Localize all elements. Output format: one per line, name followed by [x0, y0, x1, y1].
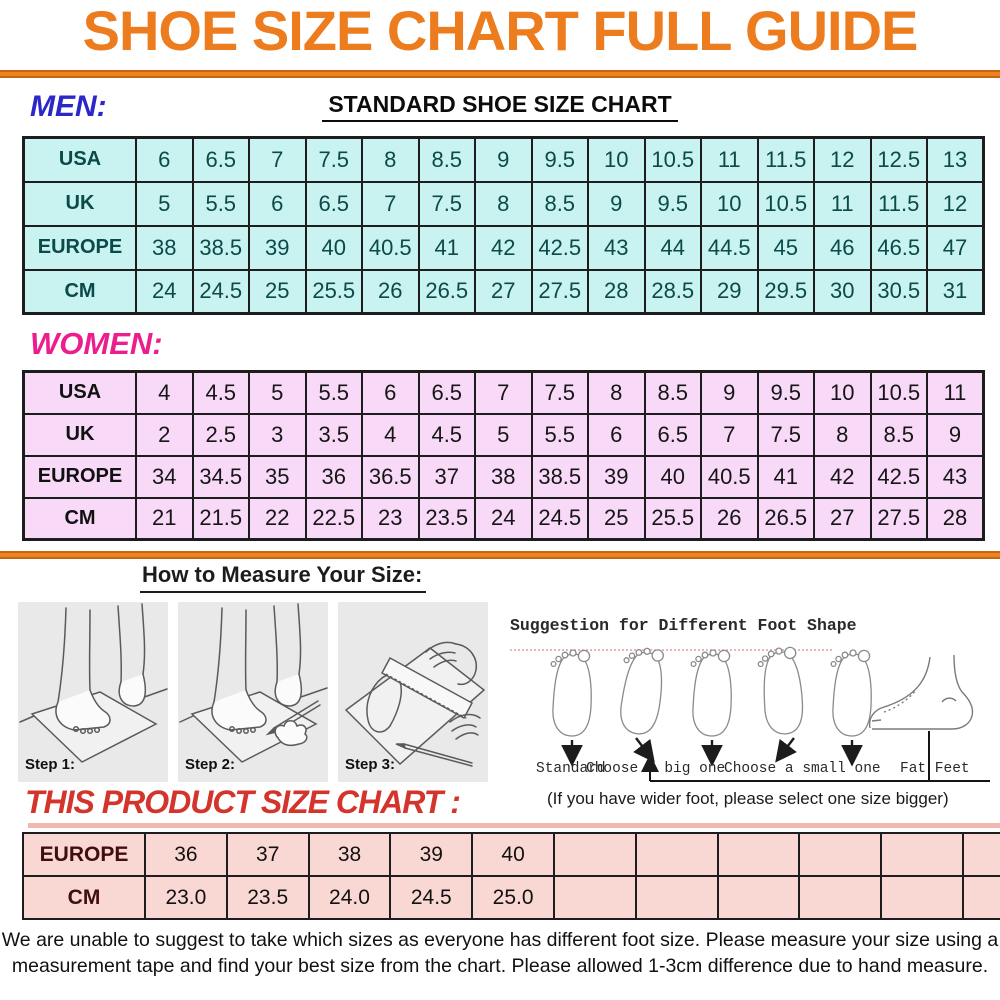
foot-outline-standard: [551, 650, 591, 736]
size-cell: 34.5: [193, 456, 250, 498]
table-row: [24, 138, 984, 182]
table-row: [23, 833, 1000, 876]
size-cell: 11: [927, 372, 984, 414]
size-cell: [718, 876, 800, 919]
size-cell: 42.5: [871, 456, 928, 498]
women-size-table: [22, 370, 985, 541]
size-cell: 25: [588, 498, 645, 540]
size-cell: 43: [588, 226, 645, 270]
size-cell: 9: [475, 138, 532, 182]
size-cell: 46.5: [871, 226, 928, 270]
size-cell: 2.5: [193, 414, 250, 456]
size-cell: 36: [145, 833, 227, 876]
size-cell: 4.5: [193, 372, 250, 414]
size-cell: 9: [701, 372, 758, 414]
footer-line-1: We are unable to suggest to take which sizes as everyone has different foot size. Please measure your size using a: [1, 929, 999, 951]
size-cell: 37: [227, 833, 309, 876]
size-cell: 40: [472, 833, 554, 876]
size-cell: 39: [390, 833, 472, 876]
size-cell: 8: [814, 414, 871, 456]
size-cell: [881, 833, 963, 876]
size-cell: 39: [249, 226, 306, 270]
size-cell: 8.5: [871, 414, 928, 456]
size-cell: [554, 876, 636, 919]
size-cell: 46: [814, 226, 871, 270]
size-cell: 27.5: [532, 270, 589, 314]
table-row: [24, 456, 984, 498]
size-cell: 21: [136, 498, 193, 540]
measure-step-2-illustration: [178, 602, 328, 782]
size-cell: 41: [419, 226, 476, 270]
size-cell: 10: [588, 138, 645, 182]
size-cell: 6.5: [419, 372, 476, 414]
size-cell: 42: [475, 226, 532, 270]
size-cell: 27.5: [871, 498, 928, 540]
size-cell: 6: [249, 182, 306, 226]
size-cell: 23.5: [419, 498, 476, 540]
page-title: SHOE SIZE CHART FULL GUIDE: [82, 0, 918, 62]
size-cell: 25.0: [472, 876, 554, 919]
size-cell: [636, 833, 718, 876]
size-cell: 21.5: [193, 498, 250, 540]
label-fat-feet: Fat Feet: [900, 761, 970, 777]
size-cell: 26.5: [758, 498, 815, 540]
size-cell: 6: [362, 372, 419, 414]
row-header: USA: [24, 138, 137, 182]
size-cell: 12: [814, 138, 871, 182]
size-cell: [636, 876, 718, 919]
table-row: [24, 372, 984, 414]
foot-shape-suggestion-illustration: [502, 600, 994, 797]
measure-step-1-illustration: [18, 602, 168, 782]
size-cell: 40.5: [362, 226, 419, 270]
row-header: CM: [23, 876, 145, 919]
label-standard: Standard: [536, 761, 606, 777]
size-cell: 25.5: [645, 498, 702, 540]
row-header: EUROPE: [24, 226, 137, 270]
size-cell: 31: [927, 270, 984, 314]
size-cell: 12: [927, 182, 984, 226]
size-cell: 24: [136, 270, 193, 314]
row-header: CM: [24, 498, 137, 540]
size-cell: 42: [814, 456, 871, 498]
size-cell: 24.5: [532, 498, 589, 540]
size-cell: 5.5: [532, 414, 589, 456]
size-cell: 7.5: [532, 372, 589, 414]
size-cell: 4: [136, 372, 193, 414]
size-cell: 38: [309, 833, 391, 876]
size-cell: 7: [249, 138, 306, 182]
row-header: USA: [24, 372, 137, 414]
size-cell: 7.5: [419, 182, 476, 226]
size-cell: 10: [701, 182, 758, 226]
fat-foot-side-view: [870, 655, 973, 729]
size-cell: 5: [475, 414, 532, 456]
foot-outline-big-2: [691, 650, 731, 736]
size-cell: 5.5: [193, 182, 250, 226]
size-cell: 11.5: [871, 182, 928, 226]
size-cell: 8: [588, 372, 645, 414]
middle-divider: [0, 551, 1000, 559]
foot-outline-big-1: [617, 646, 666, 736]
measure-step-2-panel: [178, 602, 328, 782]
size-cell: 8.5: [419, 138, 476, 182]
size-cell: 24.0: [309, 876, 391, 919]
size-cell: 38.5: [193, 226, 250, 270]
size-cell: 25.5: [306, 270, 363, 314]
measure-title-wrap: [140, 562, 426, 593]
measure-step-3-panel: [338, 602, 488, 782]
size-cell: 23.0: [145, 876, 227, 919]
size-cell: 28.5: [645, 270, 702, 314]
size-cell: 10.5: [758, 182, 815, 226]
size-cell: 10: [814, 372, 871, 414]
table-row: [23, 876, 1000, 919]
row-header: UK: [24, 414, 137, 456]
table-row: [24, 270, 984, 314]
size-cell: 35: [249, 456, 306, 498]
size-cell: 10.5: [645, 138, 702, 182]
women-section-label: WOMEN:: [30, 326, 163, 361]
footer-line-2: measurement tape and find your best size from the chart. Please allowed 1-3cm difference due to hand measure.: [11, 955, 989, 977]
size-cell: 34: [136, 456, 193, 498]
size-cell: 28: [588, 270, 645, 314]
size-cell: 41: [758, 456, 815, 498]
measure-step-3-illustration: [338, 602, 488, 782]
size-cell: 12.5: [871, 138, 928, 182]
size-cell: 23.5: [227, 876, 309, 919]
size-cell: 5: [136, 182, 193, 226]
product-size-chart-heading: THIS PRODUCT SIZE CHART :: [25, 784, 460, 820]
size-cell: 3: [249, 414, 306, 456]
footer-disclaimer: [0, 927, 1000, 979]
size-cell: 24.5: [390, 876, 472, 919]
size-cell: 38: [136, 226, 193, 270]
size-cell: 6: [136, 138, 193, 182]
size-cell: 11.5: [758, 138, 815, 182]
size-cell: 27: [475, 270, 532, 314]
size-cell: 3.5: [306, 414, 363, 456]
row-header: CM: [24, 270, 137, 314]
size-cell: 6.5: [306, 182, 363, 226]
measure-section-title: How to Measure Your Size:: [140, 562, 426, 593]
size-cell: 6.5: [645, 414, 702, 456]
measure-step-1-panel: [18, 602, 168, 782]
size-cell: [963, 876, 1000, 919]
size-cell: 26.5: [419, 270, 476, 314]
size-cell: 7: [701, 414, 758, 456]
size-cell: 6.5: [193, 138, 250, 182]
size-cell: 44: [645, 226, 702, 270]
step-1-label: Step 1:: [25, 756, 76, 773]
size-cell: 29.5: [758, 270, 815, 314]
size-cell: 39: [588, 456, 645, 498]
size-cell: 47: [927, 226, 984, 270]
choice-arrows: [572, 738, 852, 757]
size-cell: 42.5: [532, 226, 589, 270]
table-row: [24, 226, 984, 270]
product-size-table: [22, 832, 1000, 920]
size-cell: 8: [475, 182, 532, 226]
size-cell: 7: [475, 372, 532, 414]
standard-chart-title-wrap: [0, 91, 1000, 122]
size-cell: 27: [814, 498, 871, 540]
size-cell: 23: [362, 498, 419, 540]
foot-outline-small-1: [757, 646, 806, 736]
size-cell: 9: [927, 414, 984, 456]
row-header: UK: [24, 182, 137, 226]
size-cell: 11: [701, 138, 758, 182]
size-cell: [881, 876, 963, 919]
size-cell: 8: [362, 138, 419, 182]
standard-chart-title: STANDARD SHOE SIZE CHART: [322, 91, 677, 122]
size-cell: 7: [362, 182, 419, 226]
size-cell: 30.5: [871, 270, 928, 314]
row-header: EUROPE: [24, 456, 137, 498]
size-cell: 24: [475, 498, 532, 540]
step-2-label: Step 2:: [185, 756, 236, 773]
size-cell: 24.5: [193, 270, 250, 314]
size-cell: 40: [306, 226, 363, 270]
size-cell: 7.5: [758, 414, 815, 456]
size-cell: 2: [136, 414, 193, 456]
size-cell: 8.5: [645, 372, 702, 414]
size-cell: 10.5: [871, 372, 928, 414]
size-cell: 11: [814, 182, 871, 226]
size-cell: 38: [475, 456, 532, 498]
size-cell: 9.5: [532, 138, 589, 182]
size-cell: 4.5: [419, 414, 476, 456]
size-cell: [799, 833, 881, 876]
size-cell: 9.5: [758, 372, 815, 414]
size-cell: [963, 833, 1000, 876]
size-cell: 30: [814, 270, 871, 314]
size-cell: 5: [249, 372, 306, 414]
foot-outline-small-2: [831, 650, 871, 736]
size-cell: [718, 833, 800, 876]
size-cell: 40.5: [701, 456, 758, 498]
size-cell: 4: [362, 414, 419, 456]
size-cell: 37: [419, 456, 476, 498]
step-3-label: Step 3:: [345, 756, 396, 773]
size-cell: 8.5: [532, 182, 589, 226]
suggestion-title: Suggestion for Different Foot Shape: [510, 616, 857, 635]
label-choose-small: Choose a small one: [724, 761, 881, 777]
top-divider: [0, 70, 1000, 78]
size-cell: 29: [701, 270, 758, 314]
table-row: [24, 182, 984, 226]
size-cell: 13: [927, 138, 984, 182]
row-header: EUROPE: [23, 833, 145, 876]
size-cell: 44.5: [701, 226, 758, 270]
size-cell: 25: [249, 270, 306, 314]
size-cell: 9.5: [645, 182, 702, 226]
size-cell: 5.5: [306, 372, 363, 414]
men-size-table: [22, 136, 985, 315]
size-cell: 28: [927, 498, 984, 540]
table-row: [24, 498, 984, 540]
size-cell: 45: [758, 226, 815, 270]
label-choose-big: Choose a big one: [586, 761, 726, 777]
product-table-top-accent: [28, 823, 1000, 828]
size-cell: 6: [588, 414, 645, 456]
size-cell: 43: [927, 456, 984, 498]
size-cell: 26: [701, 498, 758, 540]
size-cell: [799, 876, 881, 919]
size-cell: 36: [306, 456, 363, 498]
size-cell: 26: [362, 270, 419, 314]
size-cell: 7.5: [306, 138, 363, 182]
size-cell: [554, 833, 636, 876]
size-cell: 9: [588, 182, 645, 226]
size-cell: 40: [645, 456, 702, 498]
size-cell: 36.5: [362, 456, 419, 498]
wider-foot-note: (If you have wider foot, please select one size bigger): [547, 789, 949, 808]
size-cell: 38.5: [532, 456, 589, 498]
men-section-label: MEN:: [30, 90, 107, 123]
size-cell: 22.5: [306, 498, 363, 540]
size-cell: 22: [249, 498, 306, 540]
table-row: [24, 414, 984, 456]
